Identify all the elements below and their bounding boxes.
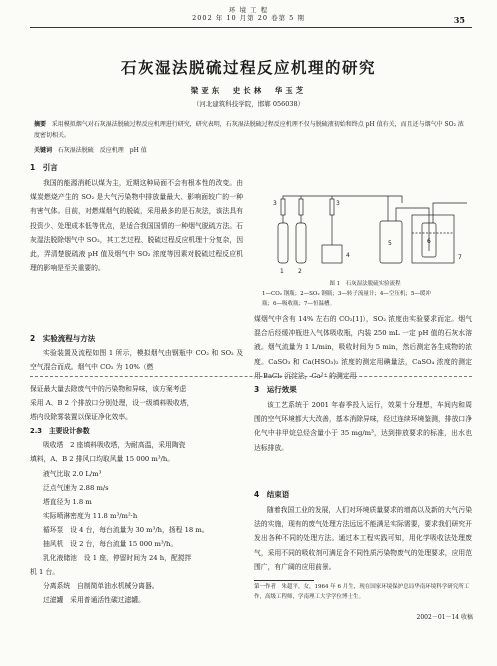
figure-label-3a: 3 bbox=[273, 200, 277, 207]
subsection-2-3-heading: 2.3 主要设计参数 bbox=[30, 427, 90, 436]
paper-affiliation: （河北建筑科技学院，邯郸 056038） bbox=[192, 100, 305, 108]
lower-left-line: 吸收塔 2 座填料吸收塔，为耐高温，采用陶瓷 bbox=[43, 441, 186, 450]
lower-left-line: 过滤罐 采用普通活性碳过滤罐。 bbox=[43, 596, 145, 605]
section-3-heading: 3 运行效果 bbox=[254, 385, 297, 394]
section-2-body bbox=[30, 346, 243, 374]
keywords bbox=[34, 145, 466, 154]
article-divider bbox=[30, 376, 472, 377]
so2-cylinder bbox=[296, 223, 306, 263]
lower-left-line: 填料，A、B 2 排风口均取风量 15 000 m³/h。 bbox=[30, 455, 175, 464]
flowmeter-2 bbox=[299, 199, 303, 215]
paper-authors: 梁亚东 史长林 华玉芝 bbox=[190, 86, 307, 95]
page-number: 35 bbox=[453, 15, 465, 25]
keywords-text: 石灰湿法脱硫 反应机理 pH 值 bbox=[57, 147, 147, 154]
section-2-paragraph: 实验装置及流程如图 1 所示，模拟烟气由钢瓶中 CO₂ 和 SO₂ 及空气混合而成。烟气中 CO₂ 为 10%（燃 bbox=[30, 349, 243, 372]
figure-label-3b: 3 bbox=[336, 200, 340, 207]
lower-left-line: 循环泵 设 4 台，每台流量为 30 m³/h，扬程 18 m。 bbox=[43, 525, 209, 534]
header-rule bbox=[30, 27, 472, 28]
abstract-text: 采用模拟烟气对石灰湿法脱硫过程反应机理进行研究，研究表明，石灰湿法脱硫过程反应机理不仅与脱硫液初始和终点 pH 值有关，而且还与烟气中 SO₂ 浓度密切相关。 bbox=[34, 121, 464, 139]
lower-left-line: 采用 A、B 2 个排放口分别处理，设一级填料吸收塔， bbox=[30, 399, 194, 408]
right-upper-paragraph: 煤烟气中含有 14% 左右的 CO₂[1]），SO₂ 浓度由实验要求而定。烟气混合后经缓冲瓶进入气体吸收瓶，内装 250 mL 一定 pH 值的石灰水溶液。烟气流量为 1 L/min，吸收时间为 5 min，然后测定各生成物的浓度。CaSO₃ 和 Ca(HSO₃)₂ 浓度的测定用碘量法，CaSO₄ 浓度的测定用 BaCl₂ 沉淀法，Ca²⁺ 的测定用 bbox=[254, 315, 472, 380]
lower-left-line: 泛点气速为 2.88 m/s bbox=[43, 483, 109, 492]
co2-cylinder bbox=[278, 223, 288, 263]
right-upper-body bbox=[254, 312, 472, 383]
section-2-heading: 2 实验流程与方法 bbox=[30, 334, 96, 343]
journal-header bbox=[0, 6, 497, 22]
figure-note bbox=[262, 289, 472, 309]
lower-left-line: 分离系统 自制简单油水机械分离器。 bbox=[43, 582, 159, 591]
section-1-paragraph: 我国的能源消耗以煤为主，近期这种局面不会有根本性的改变。由煤炭燃烧产生的 SO₂ 是大气污染物中排放量最大、影响面较广的一种有害气体。目前，对燃煤烟气的脱硫，采用最多的是石灰法，该法具有投资少、处理成本低等优点，是适合我国国情的一种烟气脱硫方法。石灰湿法脱除烟气中 SO₂，其工艺过程、脱硫过程反应机理十分复杂，因此，弄清楚脱硫液 pH 值及烟气中 SO₂ 浓度等因素对脱硫过程反应机理的影响是至关重要的。 bbox=[30, 179, 243, 273]
experiment-flow-figure bbox=[262, 193, 476, 275]
flowmeter-1 bbox=[281, 199, 285, 215]
section-4-body bbox=[254, 503, 472, 574]
abstract-label: 摘要 bbox=[34, 121, 47, 128]
keywords-label: 关键词 bbox=[34, 147, 53, 154]
lower-left-line: 塔内设除雾装置以保证净化效率。 bbox=[30, 413, 132, 422]
lower-left-line: 保证最大量去除废气中的污染物和异味，该方案考虑 bbox=[30, 385, 187, 393]
air-compressor bbox=[322, 245, 342, 263]
section-4-heading: 4 结束语 bbox=[254, 490, 290, 499]
section-4-paragraph: 随着我国工业的发展，人们对环境质量要求的增高以及新的大气污染法的实施，现有的废气处理方法远远不能满足实际需要，要求我们研究开发出各种不同的处理方法。通过本工程实践可知，用化学吸收法处理废气，采用不同的吸收剂可满足含不同性质污染物废气的处理要求，应用范围广，有广阔的应用前景。 bbox=[254, 506, 472, 571]
section-1-body bbox=[30, 176, 243, 275]
section-3-body bbox=[254, 398, 472, 455]
paper-title: 石灰湿法脱硫过程反应机理的研究 bbox=[120, 59, 376, 77]
figure-label-1: 1 bbox=[280, 268, 284, 275]
lower-left-line: 机 1 台。 bbox=[30, 568, 60, 577]
figure-label-5: 5 bbox=[388, 240, 392, 247]
figure-note-line-1: 1—CO₂ 钢瓶；2—SO₂ 钢瓶；3—转子流量计；4—空压机；5—缓冲 bbox=[262, 291, 431, 297]
section-1-heading: 1 引言 bbox=[30, 163, 58, 172]
section-3-paragraph: 该工艺系统于 2001 年春季投入运行，效果十分理想，车间内和周围的空气环境都大大改善，基本消除异味，经过连续环境鉴测，排放口净化气中非甲烷总烃含量小于 35 mg/m³，达到排放要求的标准，出水也达标排放。 bbox=[254, 401, 472, 452]
figure-label-2: 2 bbox=[298, 268, 302, 275]
figure-caption: 图 1 石灰湿法脱硫实验流程 bbox=[329, 281, 401, 287]
lower-left-line: 塔直径为 1.8 m bbox=[43, 497, 92, 506]
lower-left-line: 抽风机 设 2 台，每台流量 15 000 m³/h。 bbox=[43, 540, 178, 549]
flowmeter-3 bbox=[330, 199, 334, 215]
lower-left-line: 液气比取 2.0 L/m³ bbox=[43, 469, 102, 478]
author-footnote: 第一作者 朱超平，女，1964 年 6 月生，现在国家环境保护总局华南环境科学研究所工作，高级工程师，学南理工大学学位博士生。 bbox=[254, 584, 470, 600]
received-date: 2002－01－14 收稿 bbox=[416, 614, 473, 621]
lower-left-line: 乳化液储池 设 1 座，停留时间为 24 h，配搅拌 bbox=[43, 554, 192, 563]
journal-issue: 2002 年 10 月第 20 卷第 5 期 bbox=[192, 14, 305, 22]
abstract bbox=[34, 119, 466, 141]
figure-label-6: 6 bbox=[427, 238, 431, 245]
lower-left-body bbox=[30, 382, 248, 608]
journal-name: 环 境 工 程 bbox=[228, 6, 269, 14]
figure-label-7: 7 bbox=[458, 254, 462, 261]
footnote-rule bbox=[254, 580, 314, 581]
figure-note-line-2: 瓶；6—吸收瓶；7—恒温槽。 bbox=[262, 301, 335, 307]
lower-left-line: 实际喷淋密度为 11.8 m³/m²·h bbox=[43, 511, 138, 520]
figure-label-4: 4 bbox=[346, 252, 350, 259]
